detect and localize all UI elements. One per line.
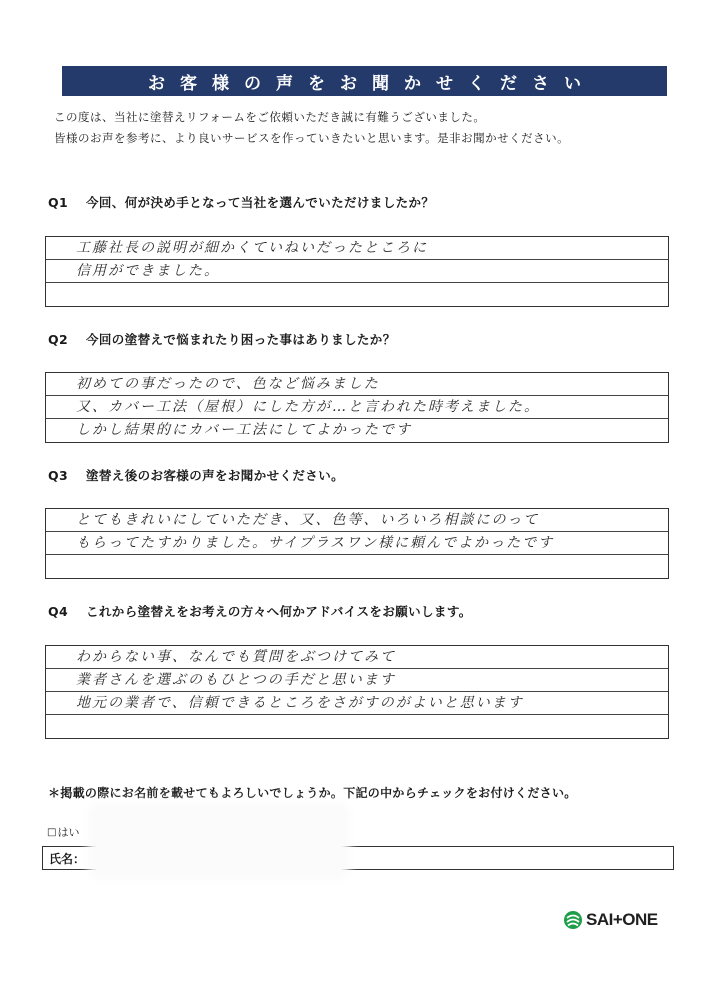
consent-checkbox[interactable] [47, 824, 79, 840]
answer-line [46, 283, 668, 306]
intro-line: 皆様のお声を参考に、より良いサービスを作っていきたいと思います。是非お聞かせください。 [54, 131, 570, 145]
answer-line: わからない事、なんでも質問をぶつけてみて [46, 646, 668, 669]
question-1 [48, 193, 434, 211]
answer-box-1 [45, 236, 669, 307]
publication-note: ＊掲載の際にお名前を載せてもよろしいでしょうか。下記の中からチェックをお付けください。 [48, 786, 577, 800]
swirl-logo-icon [563, 910, 583, 930]
question-number: Q3 [48, 468, 69, 483]
page-title: お客様の声をお聞かせください [62, 66, 667, 96]
answer-box-4 [45, 645, 669, 739]
question-number: Q2 [48, 332, 69, 347]
question-3 [48, 466, 344, 484]
logo-text: SAI+ONE [586, 910, 658, 929]
answer-line: 工藤社長の説明が細かくていねいだったところに [46, 237, 668, 260]
question-text: 今回の塗替えで悩まれたり困った事はありましたか？ [86, 332, 396, 347]
answer-line: 信用ができました。 [46, 260, 668, 283]
intro-line: この度は、当社に塗替えリフォームをご依頼いただき誠に有難うございました。 [54, 110, 486, 124]
answer-line: 初めての事だったので、色など悩みました [46, 373, 668, 396]
intro-text [54, 107, 569, 149]
answer-line: とてもきれいにしていただき、又、色等、いろいろ相談にのって [46, 509, 668, 532]
question-number: Q1 [48, 195, 69, 210]
checkbox-box[interactable]: □ [47, 826, 57, 838]
question-4 [48, 602, 472, 620]
answer-line [46, 555, 668, 578]
answer-line [46, 715, 668, 738]
company-logo [563, 910, 658, 930]
answer-line: しかし結果的にカバー工法にしてよかったです [76, 422, 412, 438]
question-2 [48, 330, 396, 348]
answer-line: 地元の業者で、信頼できるところをさがすのがよいと思います [46, 692, 668, 715]
answer-line: もらってたすかりました。サイプラスワン様に頼んでよかったです [46, 532, 668, 555]
redacted-area [96, 810, 342, 872]
checkbox-label: はい [57, 826, 80, 839]
question-text: これから塗替えをお考えの方々へ何かアドバイスをお願いします。 [86, 604, 472, 619]
question-number: Q4 [48, 604, 69, 619]
answer-box-3 [45, 508, 669, 579]
name-label: 氏名： [49, 851, 86, 866]
answer-box-2 [45, 372, 669, 443]
question-text: 今回、何が決め手となって当社を選んでいただけましたか？ [86, 195, 435, 210]
question-text: 塗替え後のお客様の声をお聞かせください。 [86, 468, 345, 483]
answer-line: 又、カバー工法（屋根）にした方が…と言われた時考えました。 [46, 396, 668, 419]
answer-line: 業者さんを選ぶのもひとつの手だと思います [46, 669, 668, 692]
